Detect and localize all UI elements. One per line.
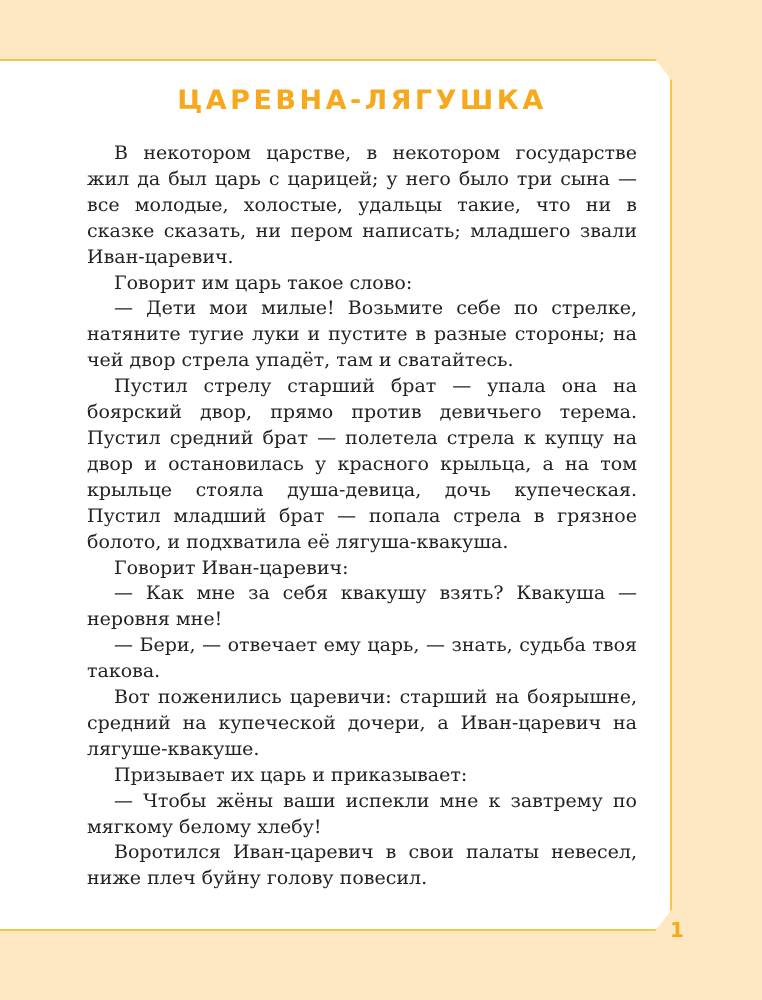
paragraph: Говорит Иван-царевич: — [114, 556, 349, 579]
paragraph: — Чтобы жёны ваши испекли мне к завтрему по мягкому белому хлебу! — [87, 789, 637, 838]
story-text — [87, 141, 637, 892]
paragraph: Вот поженились царевичи: старший на боярышне, средний на купеческой дочери, а Иван-царевич на лягуше-квакуше. — [87, 686, 637, 760]
paragraph: — Дети мои милые! Возьмите себе по стрелке, натяните тугие луки и пустите в разные стороны; на чей двор стрела упадёт, там и сватайтесь. — [87, 297, 637, 372]
paragraph: Говорит им царь такое слово: — [114, 271, 413, 294]
paragraph: Воротился Иван-царевич в свои палаты невесел, ниже плеч буйну голову повесил. — [87, 841, 637, 890]
page-title: ЦАРЕВНА-ЛЯГУШКА — [177, 85, 547, 116]
paragraph: Пустил стрелу старший брат — упала она на боярский двор, прямо против девичьего терема. Пустил средний брат — полетела стрела к купцу на двор и остановилась у красного крыльца, а на том крыльце стояла душа-девица, дочь купеческая. Пустил младший брат — попала стрела в грязное болото, и подхватила её лягуша-квакуша. — [87, 375, 637, 553]
paragraph: В некотором царстве, в некотором государстве жил да был царь с царицей; у него было три сына — все молодые, холостые, удальцы такие, что ни в сказке сказать, ни пером написать; младшего звали Иван-царевич. — [87, 142, 637, 268]
paragraph: Призывает их царь и приказывает: — [114, 763, 468, 786]
page-number: 1 — [670, 918, 684, 942]
paragraph: — Как мне за себя квакушу взять? Квакуша — неровня мне! — [87, 582, 637, 631]
paragraph: — Бери, — отвечает ему царь, — знать, судьба твоя такова. — [87, 634, 637, 683]
